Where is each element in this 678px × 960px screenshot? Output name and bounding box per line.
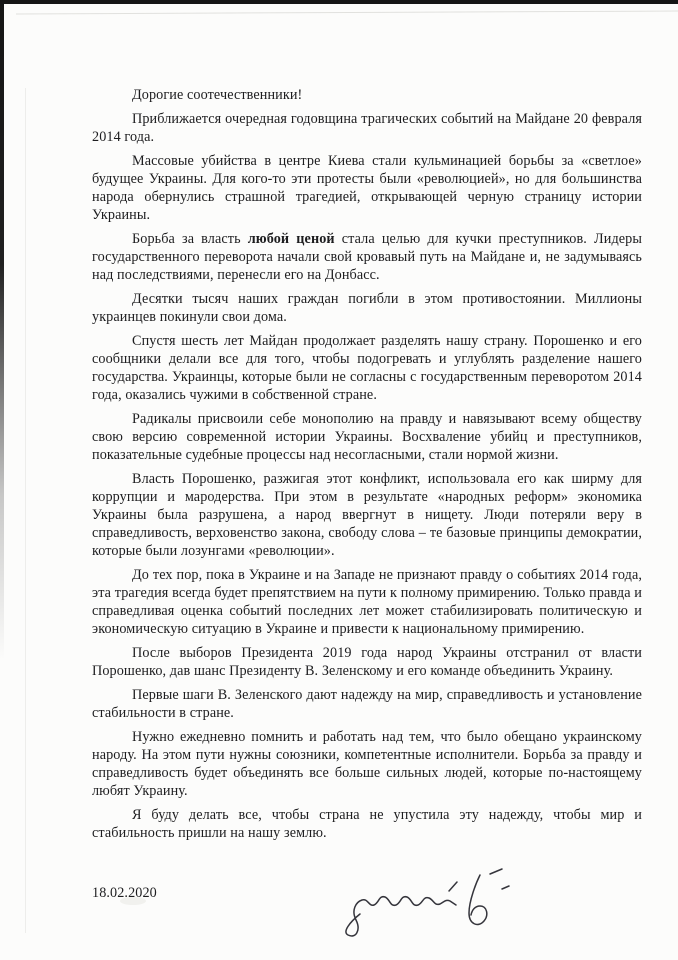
- text-segment: Я буду делать все, чтобы страна не упустила эту надежду, чтобы мир и стабильность пришли на нашу землю.: [92, 807, 642, 841]
- letter-body: [92, 86, 642, 956]
- letter-paragraph: [92, 230, 642, 284]
- letter-paragraph: [92, 470, 642, 560]
- letter-paragraph: [92, 410, 642, 464]
- letter-paragraph: [92, 644, 642, 680]
- scan-artifact-vertical-line: [25, 88, 26, 933]
- letter-footer: [92, 870, 642, 956]
- letter-paragraph: [92, 152, 642, 224]
- text-segment: стала целью для кучки преступников. Лидеры государственного переворота начали свой кровавый путь на Майдане и, не задумываясь над последствиями, перенесли его на Донбасс.: [92, 231, 642, 283]
- text-segment: Массовые убийства в центре Киева стали кульминацией борьбы за «светлое» будущее Украины. Для кого-то эти протесты были «революцией», но для большинства народа обернулись страшной трагедией, открывающей черную страницу истории Украины.: [92, 153, 642, 223]
- signature-icon: [330, 862, 516, 946]
- letter-paragraph: [92, 566, 642, 638]
- emphasized-text-segment: любой ценой: [247, 231, 335, 247]
- text-segment: Борьба за власть: [132, 231, 248, 247]
- letter-paragraph: [92, 110, 642, 146]
- text-segment: Десятки тысяч наших граждан погибли в этом противостоянии. Миллионы украинцев покинули свои дома.: [92, 291, 642, 325]
- letter-paragraph: [92, 686, 642, 722]
- text-segment: Власть Порошенко, разжигая этот конфликт, использовала его как ширму для коррупции и мародерства. При этом в результате «народных реформ» экономика Украины была разрушена, а народ ввергнут в нищету. Люди потеряли веру в справедливость, верховенство закона, свободу слова – те базовые принципы демократии, которые были лозунгами «революции».: [92, 471, 642, 559]
- text-segment: Радикалы присвоили себе монополию на правду и навязывают всему обществу свою версию современной истории Украины. Восхваление убийц и преступников, показательные судебные процессы над несогласными, стали нормой жизни.: [92, 411, 642, 463]
- letter-date: 18.02.2020: [92, 885, 157, 901]
- text-segment: Нужно ежедневно помнить и работать над тем, что было обещано украинскому народу. На этом пути нужны союзники, компетентные исполнители. Борьба за правду и справедливость будет объединять все больше сильных людей, которые по-настоящему любят Украину.: [92, 729, 642, 799]
- letter-paragraph: [92, 728, 642, 800]
- letter-paragraph: [92, 806, 642, 842]
- letter-paragraph: [92, 332, 642, 404]
- letter-paragraph: [92, 290, 642, 326]
- text-segment: После выборов Президента 2019 года народ Украины отстранил от власти Порошенко, дав шанс Президенту В. Зеленскому и его команде объединить Украину.: [92, 645, 642, 679]
- text-segment: Приближается очередная годовщина трагических событий на Майдане 20 февраля 2014 года.: [92, 111, 642, 145]
- text-segment: До тех пор, пока в Украине и на Западе не признают правду о событиях 2014 года, эта трагедия всегда будет препятствием на пути к полному примирению. Только правда и справедливая оценка событий последних лет может стабилизировать политическую и экономическую ситуацию в Украине и привести к национальному примирению.: [92, 567, 642, 637]
- letter-paragraphs: [92, 110, 642, 842]
- scan-artifact-horizontal-line: [16, 11, 678, 15]
- letter-salutation: Дорогие соотечественники!: [132, 87, 303, 103]
- text-segment: Спустя шесть лет Майдан продолжает разделять нашу страну. Порошенко и его сообщники делали все для того, чтобы подогревать и углублять разделение нашего государства. Украинцы, которые были не согласны с государственным переворотом 2014 года, оказались чужими в собственной стране.: [92, 333, 642, 403]
- scan-edge-top: [0, 0, 678, 4]
- text-segment: Первые шаги В. Зеленского дают надежду на мир, справедливость и установление стабильности в стране.: [92, 687, 642, 721]
- scan-edge-left: [0, 0, 4, 660]
